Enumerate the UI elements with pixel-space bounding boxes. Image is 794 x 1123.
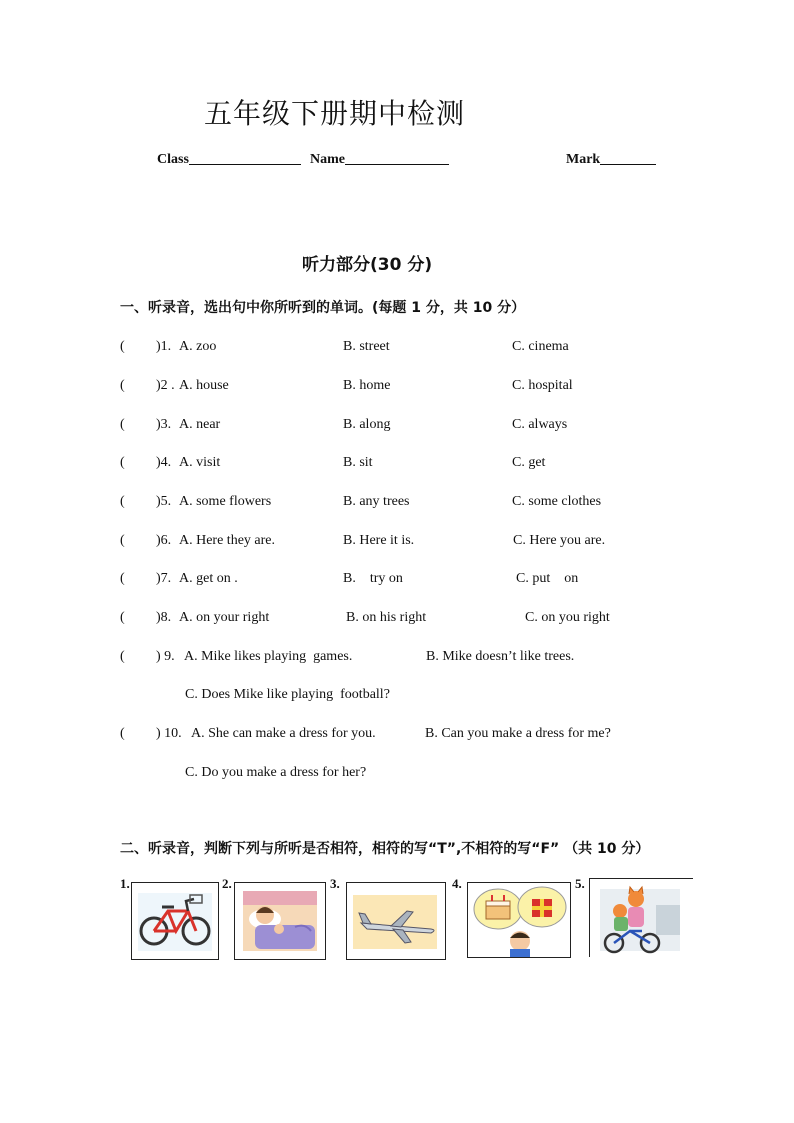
- section-title: 听力部分(30 分): [302, 255, 433, 275]
- mark-field[interactable]: [566, 150, 656, 168]
- picture-number: 2.: [222, 876, 232, 891]
- option-c: C. Does Mike like playing football?: [185, 687, 390, 702]
- picture-frame: [234, 882, 326, 960]
- airplane-icon: [347, 883, 445, 959]
- mark-blank[interactable]: [600, 150, 656, 165]
- part2-heading: 二、听录音，判断下列与所听是否相符，相符的写“T”,不相符的写“F” （共 10 分）: [120, 841, 650, 857]
- question-number: )2 .: [156, 378, 175, 393]
- option-b: B. along: [343, 417, 391, 432]
- question-number: )7.: [156, 571, 172, 586]
- option-a: A. She can make a dress for you.: [191, 726, 376, 741]
- option-b: B. any trees: [343, 494, 410, 509]
- option-a: A. some flowers: [179, 494, 272, 509]
- picture-frame: [589, 878, 693, 957]
- question-number: )4.: [156, 455, 172, 470]
- answer-paren[interactable]: (: [120, 533, 125, 548]
- name-label: Name: [310, 152, 345, 167]
- picture-number: 5.: [575, 876, 585, 891]
- option-a: A. zoo: [179, 339, 217, 354]
- class-field[interactable]: [157, 150, 301, 168]
- option-c: C. always: [512, 417, 568, 432]
- picture-number: 3.: [330, 876, 340, 891]
- answer-paren[interactable]: (: [120, 494, 125, 509]
- name-blank[interactable]: [345, 150, 449, 165]
- option-c: C. on you right: [525, 610, 610, 625]
- picture-number: 4.: [452, 876, 462, 891]
- option-b: B. home: [343, 378, 391, 393]
- option-a: A. on your right: [179, 610, 270, 625]
- picture-frame: [467, 882, 571, 958]
- option-b: B. Mike doesn’t like trees.: [426, 649, 575, 664]
- answer-paren[interactable]: (: [120, 378, 125, 393]
- option-b: B. street: [343, 339, 390, 354]
- class-blank[interactable]: [189, 150, 301, 165]
- answer-paren[interactable]: (: [120, 455, 125, 470]
- option-c: C. Do you make a dress for her?: [185, 765, 367, 780]
- picture-frame: [346, 882, 446, 960]
- class-label: Class: [157, 152, 189, 167]
- option-c: C. put on: [516, 571, 579, 586]
- option-b: B. try on: [343, 571, 403, 586]
- question-number: )8.: [156, 610, 172, 625]
- part1-heading: 一、听录音，选出句中你所听到的单词。(每题 1 分，共 10 分）: [120, 300, 526, 316]
- bicycle-icon: [132, 883, 218, 959]
- question-number: ) 10.: [156, 726, 182, 741]
- option-a: A. Here they are.: [179, 533, 276, 548]
- answer-paren[interactable]: (: [120, 417, 125, 432]
- question-number: )5.: [156, 494, 172, 509]
- option-c: C. get: [512, 455, 546, 470]
- option-c: C. some clothes: [512, 494, 602, 509]
- option-c: C. Here you are.: [513, 533, 606, 548]
- option-a: A. Mike likes playing games.: [184, 649, 353, 664]
- option-b: B. Can you make a dress for me?: [425, 726, 611, 741]
- option-b: B. Here it is.: [343, 533, 415, 548]
- option-b: B. sit: [343, 455, 373, 470]
- picture-frame: [131, 882, 219, 960]
- birthday-cake-gift-icon: [468, 883, 570, 957]
- question-number: )3.: [156, 417, 172, 432]
- option-a: A. visit: [179, 455, 221, 470]
- answer-paren[interactable]: (: [120, 610, 125, 625]
- question-number: )6.: [156, 533, 172, 548]
- option-a: A. get on .: [179, 571, 238, 586]
- option-c: C. hospital: [512, 378, 573, 393]
- cats-on-bike-icon: [590, 879, 692, 957]
- question-number: )1.: [156, 339, 172, 354]
- name-field[interactable]: [310, 150, 449, 168]
- question-number: ) 9.: [156, 649, 175, 664]
- option-c: C. cinema: [512, 339, 569, 354]
- answer-paren[interactable]: (: [120, 339, 125, 354]
- sick-girl-in-bed-icon: [235, 883, 325, 959]
- answer-paren[interactable]: (: [120, 726, 125, 741]
- page-title: 五年级下册期中检测: [204, 97, 466, 130]
- option-a: A. house: [179, 378, 229, 393]
- answer-paren[interactable]: (: [120, 649, 125, 664]
- answer-paren[interactable]: (: [120, 571, 125, 586]
- option-a: A. near: [179, 417, 221, 432]
- picture-number: 1.: [120, 876, 130, 891]
- mark-label: Mark: [566, 152, 601, 167]
- option-b: B. on his right: [346, 610, 427, 625]
